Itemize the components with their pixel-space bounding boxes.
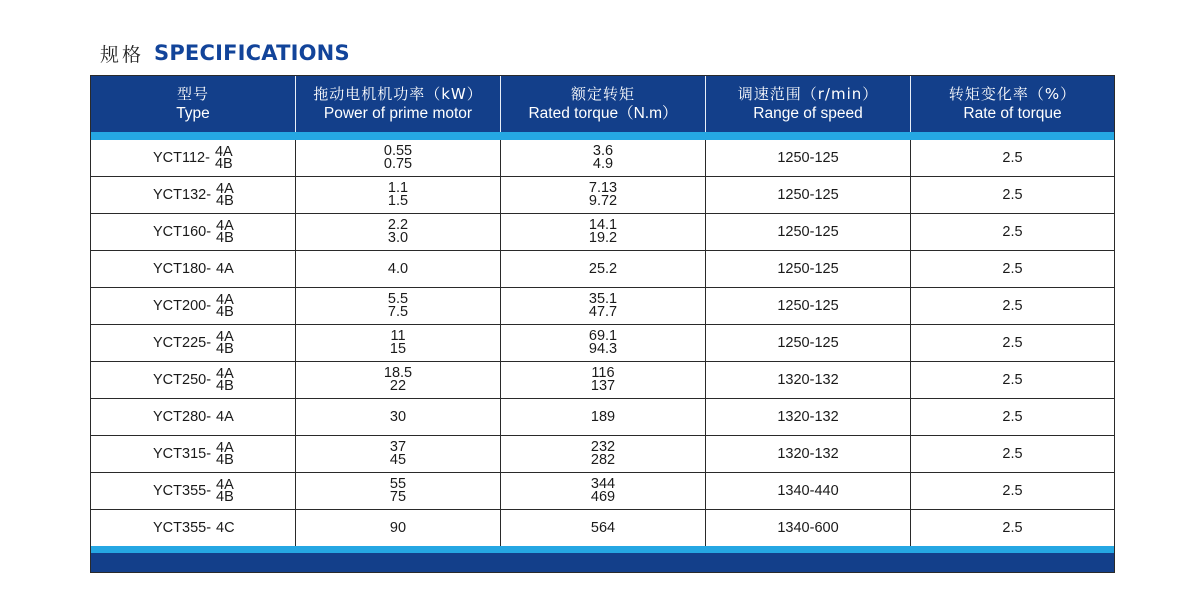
- value: 47.7: [588, 304, 618, 320]
- value: 4.9: [592, 156, 614, 172]
- table-row: [91, 399, 1114, 436]
- cell-type: [91, 214, 296, 250]
- variant-code: 4A: [216, 180, 234, 197]
- value: 37: [389, 439, 407, 455]
- header-power: [296, 76, 501, 132]
- value: 564: [590, 519, 616, 536]
- header-accent-stripe: [91, 132, 1114, 140]
- cell-power: [296, 325, 501, 361]
- variant-code: 4B: [216, 193, 234, 209]
- header-rate: [911, 76, 1114, 132]
- header-speed: [706, 76, 911, 132]
- cell-power-values: [390, 330, 406, 356]
- value: 30: [389, 408, 407, 425]
- value: 2.5: [1002, 335, 1023, 351]
- value: 1250-125: [777, 335, 839, 351]
- table-row: [91, 436, 1114, 473]
- variant-code: 4B: [216, 452, 234, 468]
- header-cn: 转矩变化率（%）: [948, 85, 1077, 103]
- model-name: YCT355-: [153, 520, 212, 536]
- value: 15: [389, 341, 407, 357]
- cell-torque: [501, 510, 706, 546]
- page-title: [100, 38, 350, 68]
- title-english: SPECIFICATIONS: [154, 41, 350, 65]
- cell-power-values: [388, 293, 408, 319]
- cell-torque: [501, 177, 706, 213]
- cell-speed: [706, 288, 911, 324]
- variant-code: 4A: [216, 365, 234, 382]
- cell-torque-values: [591, 367, 615, 393]
- variant-code: 4B: [216, 378, 234, 394]
- title-chinese: 规格: [100, 43, 145, 66]
- model-name: YCT250-: [153, 372, 212, 388]
- value: 1340-600: [777, 520, 839, 536]
- model-variants: [216, 408, 234, 425]
- value: 4.0: [387, 260, 409, 277]
- value: 35.1: [588, 291, 618, 307]
- value: 69.1: [588, 328, 618, 344]
- table-row: [91, 177, 1114, 214]
- cell-torque: [501, 140, 706, 176]
- value: 1250-125: [777, 261, 839, 277]
- table-row: [91, 362, 1114, 399]
- cell-power-values: [390, 441, 406, 467]
- cell-power: [296, 214, 501, 250]
- value: 1.5: [387, 193, 409, 209]
- cell-rate: [911, 177, 1114, 213]
- variant-code: 4A: [216, 328, 234, 345]
- table-row: [91, 510, 1114, 547]
- value: 25.2: [588, 260, 618, 277]
- value: 1320-132: [777, 372, 839, 388]
- cell-speed: [706, 362, 911, 398]
- cell-torque-values: [589, 182, 617, 208]
- model-name: YCT180-: [153, 261, 212, 277]
- cell-rate: [911, 362, 1114, 398]
- cell-rate: [911, 436, 1114, 472]
- value: 7.5: [387, 304, 409, 320]
- value: 469: [590, 489, 616, 505]
- variant-code: 4A: [216, 291, 234, 308]
- cell-torque: [501, 362, 706, 398]
- model-variants: [216, 180, 234, 209]
- cell-power: [296, 510, 501, 546]
- table-row: [91, 140, 1114, 177]
- cell-power: [296, 473, 501, 509]
- cell-type: [91, 473, 296, 509]
- cell-torque-values: [593, 145, 613, 171]
- value: 9.72: [588, 193, 618, 209]
- value: 19.2: [588, 230, 618, 246]
- cell-torque-values: [588, 260, 618, 277]
- model-name: YCT132-: [153, 187, 212, 203]
- value: 45: [389, 452, 407, 468]
- cell-torque: [501, 473, 706, 509]
- model-name: YCT225-: [153, 335, 212, 351]
- variant-code: 4A: [216, 476, 234, 493]
- value: 282: [590, 452, 616, 468]
- value: 90: [389, 519, 407, 536]
- cell-rate: [911, 214, 1114, 250]
- model-name: YCT112-: [153, 150, 210, 166]
- cell-speed: [706, 399, 911, 435]
- variant-code: 4A: [216, 217, 234, 234]
- variant-code: 4A: [214, 143, 233, 160]
- cell-power: [296, 399, 501, 435]
- header-cn: 调速范围（r/min）: [737, 85, 879, 103]
- cell-speed: [706, 325, 911, 361]
- cell-power: [296, 436, 501, 472]
- cell-torque: [501, 288, 706, 324]
- cell-torque-values: [591, 478, 615, 504]
- value: 189: [590, 408, 616, 425]
- value: 2.5: [1002, 224, 1023, 240]
- cell-speed: [706, 140, 911, 176]
- cell-torque: [501, 251, 706, 287]
- cell-power: [296, 251, 501, 287]
- cell-power-values: [390, 478, 406, 504]
- variant-code: 4A: [216, 260, 234, 277]
- cell-rate: [911, 288, 1114, 324]
- cell-rate: [911, 140, 1114, 176]
- value: 232: [590, 439, 616, 455]
- variant-code: 4C: [216, 519, 235, 536]
- cell-speed: [706, 214, 911, 250]
- value: 2.5: [1002, 150, 1023, 166]
- model-name: YCT355-: [153, 483, 212, 499]
- value: 11: [390, 328, 406, 344]
- cell-torque: [501, 214, 706, 250]
- cell-power-values: [388, 219, 408, 245]
- cell-speed: [706, 473, 911, 509]
- value: 1320-132: [777, 409, 839, 425]
- cell-speed: [706, 177, 911, 213]
- value: 2.2: [387, 217, 409, 233]
- cell-power-values: [388, 182, 408, 208]
- cell-type: [91, 399, 296, 435]
- header-en: Rated torque（N.m）: [528, 105, 678, 122]
- cell-torque-values: [590, 408, 616, 425]
- header-torque: [501, 76, 706, 132]
- cell-type: [91, 362, 296, 398]
- cell-power-values: [384, 367, 412, 393]
- value: 2.5: [1002, 298, 1023, 314]
- table-body: [91, 140, 1114, 547]
- value: 1250-125: [777, 224, 839, 240]
- value: 2.5: [1002, 520, 1023, 536]
- value: 0.55: [383, 143, 413, 159]
- model-name: YCT315-: [153, 446, 212, 462]
- value: 14.1: [588, 217, 618, 233]
- header-type: [91, 76, 296, 132]
- value: 1340-440: [777, 483, 839, 499]
- cell-speed: [706, 436, 911, 472]
- table-row: [91, 288, 1114, 325]
- value: 0.75: [383, 156, 413, 172]
- value: 22: [389, 378, 407, 394]
- value: 116: [591, 365, 615, 381]
- cell-torque-values: [589, 293, 617, 319]
- cell-rate: [911, 251, 1114, 287]
- value: 1.1: [387, 180, 409, 196]
- cell-torque-values: [589, 219, 617, 245]
- cell-torque: [501, 399, 706, 435]
- model-name: YCT160-: [153, 224, 212, 240]
- value: 2.5: [1002, 261, 1023, 277]
- cell-power-values: [387, 260, 409, 277]
- model-name: YCT200-: [153, 298, 212, 314]
- cell-torque: [501, 325, 706, 361]
- cell-power-values: [389, 408, 407, 425]
- value: 1320-132: [777, 446, 839, 462]
- cell-torque-values: [591, 441, 615, 467]
- cell-torque-values: [590, 519, 616, 536]
- value: 2.5: [1002, 187, 1023, 203]
- value: 3.0: [387, 230, 409, 246]
- model-variants: [216, 476, 234, 505]
- table-row: [91, 214, 1114, 251]
- cell-type: [91, 436, 296, 472]
- table-row: [91, 251, 1114, 288]
- cell-speed: [706, 510, 911, 546]
- model-variants: [216, 217, 234, 246]
- table-header: [91, 76, 1114, 132]
- footer-accent-stripe: [91, 546, 1114, 553]
- cell-type: [91, 510, 296, 546]
- model-name: YCT280-: [153, 409, 212, 425]
- value: 137: [590, 378, 616, 394]
- variant-code: 4B: [216, 341, 234, 357]
- specifications-table: [90, 75, 1115, 573]
- value: 2.5: [1002, 446, 1023, 462]
- cell-torque: [501, 436, 706, 472]
- cell-power-values: [384, 145, 412, 171]
- variant-code: 4B: [216, 304, 234, 320]
- cell-rate: [911, 473, 1114, 509]
- model-variants: [216, 365, 234, 394]
- header-en: Power of prime motor: [323, 105, 473, 122]
- cell-type: [91, 251, 296, 287]
- cell-speed: [706, 251, 911, 287]
- header-en: Rate of torque: [963, 105, 1062, 122]
- cell-rate: [911, 510, 1114, 546]
- value: 94.3: [588, 341, 618, 357]
- cell-power: [296, 140, 501, 176]
- model-variants: [216, 260, 234, 277]
- variant-code: 4A: [216, 408, 234, 425]
- value: 7.13: [588, 180, 618, 196]
- model-variants: [214, 143, 233, 172]
- cell-type: [91, 140, 296, 176]
- value: 5.5: [387, 291, 409, 307]
- cell-torque-values: [589, 330, 617, 356]
- cell-power: [296, 362, 501, 398]
- model-variants: [216, 439, 234, 468]
- header-cn: 拖动电机机功率（kW）: [313, 85, 483, 103]
- table-footer-bar: [91, 553, 1114, 572]
- table-row: [91, 325, 1114, 362]
- header-en: Type: [176, 105, 210, 122]
- header-cn: 额定转矩: [570, 85, 635, 103]
- cell-power: [296, 177, 501, 213]
- variant-code: 4B: [214, 156, 233, 172]
- cell-type: [91, 325, 296, 361]
- value: 18.5: [383, 365, 413, 381]
- value: 75: [389, 489, 407, 505]
- value: 1250-125: [777, 187, 839, 203]
- value: 344: [590, 476, 616, 492]
- variant-code: 4B: [216, 489, 234, 505]
- model-variants: [216, 328, 234, 357]
- model-variants: [216, 519, 235, 536]
- header-cn: 型号: [176, 85, 209, 103]
- value: 55: [389, 476, 407, 492]
- value: 2.5: [1002, 372, 1023, 388]
- value: 1250-125: [777, 298, 839, 314]
- variant-code: 4B: [216, 230, 234, 246]
- value: 1250-125: [777, 150, 839, 166]
- cell-type: [91, 288, 296, 324]
- cell-power: [296, 288, 501, 324]
- cell-type: [91, 177, 296, 213]
- header-en: Range of speed: [753, 105, 863, 122]
- cell-rate: [911, 399, 1114, 435]
- table-row: [91, 473, 1114, 510]
- model-variants: [216, 291, 234, 320]
- value: 3.6: [592, 143, 614, 159]
- variant-code: 4A: [216, 439, 234, 456]
- cell-rate: [911, 325, 1114, 361]
- value: 2.5: [1002, 409, 1023, 425]
- value: 2.5: [1002, 483, 1023, 499]
- cell-power-values: [389, 519, 407, 536]
